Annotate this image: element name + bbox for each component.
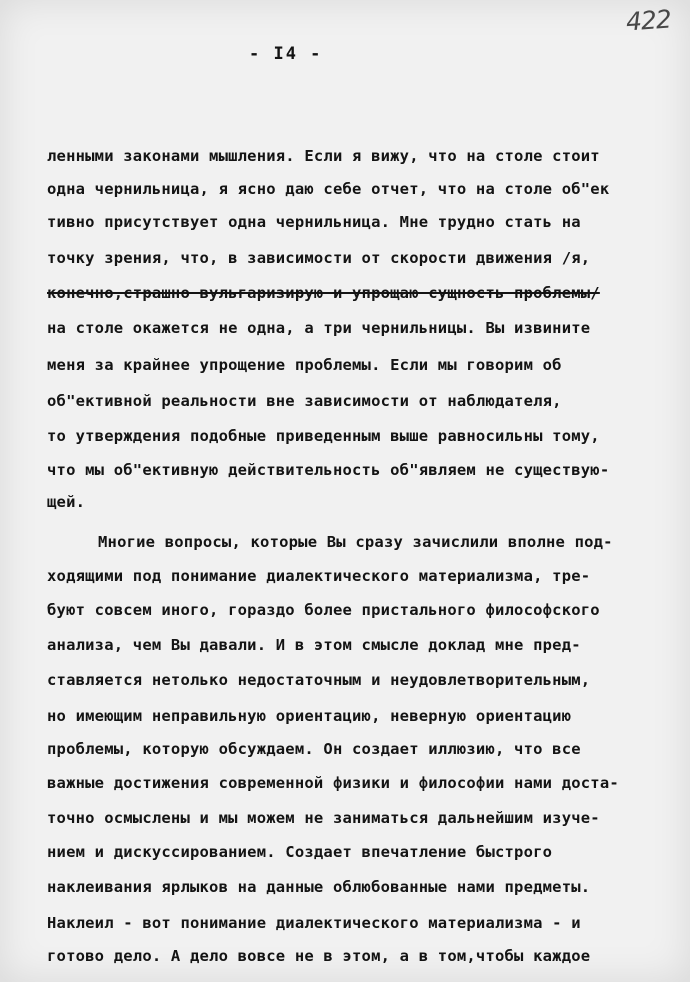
- handwritten-page-number: 422: [625, 4, 672, 37]
- text-line: то утверждения подобные приведенным выше равносильны тому,: [47, 427, 600, 445]
- text-line: точно осмыслены и мы можем не заниматься дальнейшим изуче-: [47, 809, 600, 827]
- text-line: проблемы, которую обсуждаем. Он создает иллюзию, что все: [47, 740, 581, 758]
- text-line: наклеивания ярлыков на данные облюбованные нами предметы.: [47, 878, 591, 896]
- text-line: что мы об"ективную действительность об"являем не существую-: [47, 461, 610, 479]
- text-line: ставляется нетолько недостаточным и неудовлетворительным,: [47, 671, 591, 689]
- text-line: нием и дискуссированием. Создает впечатление быстрого: [47, 843, 553, 861]
- text-line: одна чернильница, я ясно даю себе отчет, что на столе об"ек: [47, 180, 610, 198]
- text-line: меня за крайнее упрощение проблемы. Если мы говорим об: [47, 356, 562, 374]
- text-line: на столе окажется не одна, а три чернильницы. Вы извините: [47, 319, 591, 337]
- text-line: но имеющим неправильную ориентацию, неверную ориентацию: [47, 707, 572, 725]
- text-line: ленными законами мышления. Если я вижу, что на столе стоит: [47, 147, 600, 165]
- text-line: точку зрения, что, в зависимости от скорости движения /я,: [47, 249, 591, 267]
- text-line: тивно присутствует одна чернильница. Мне трудно стать на: [47, 213, 581, 231]
- text-line: Наклеил - вот понимание диалектического материализма - и: [47, 914, 581, 932]
- paragraph-first-line: Многие вопросы, которые Вы сразу зачислили вполне под-: [98, 533, 613, 551]
- typed-page-number: - I4 -: [249, 44, 323, 64]
- struck-text-line: конечно,страшно вульгаризирую и упрощаю сущность проблемы/: [47, 284, 600, 302]
- text-line: готово дело. А дело вовсе не в этом, а в том,чтобы каждое: [47, 947, 591, 965]
- text-line: ходящими под понимание диалектического материализма, тре-: [47, 567, 591, 585]
- text-line: анализа, чем Вы давали. И в этом смысле доклад мне пред-: [47, 636, 581, 654]
- text-line: об"ективной реальности вне зависимости от наблюдателя,: [47, 392, 562, 410]
- text-line: важные достижения современной физики и философии нами доста-: [47, 774, 619, 792]
- text-line: буют совсем иного, гораздо более пристального философского: [47, 601, 600, 619]
- text-line: щей.: [47, 493, 86, 511]
